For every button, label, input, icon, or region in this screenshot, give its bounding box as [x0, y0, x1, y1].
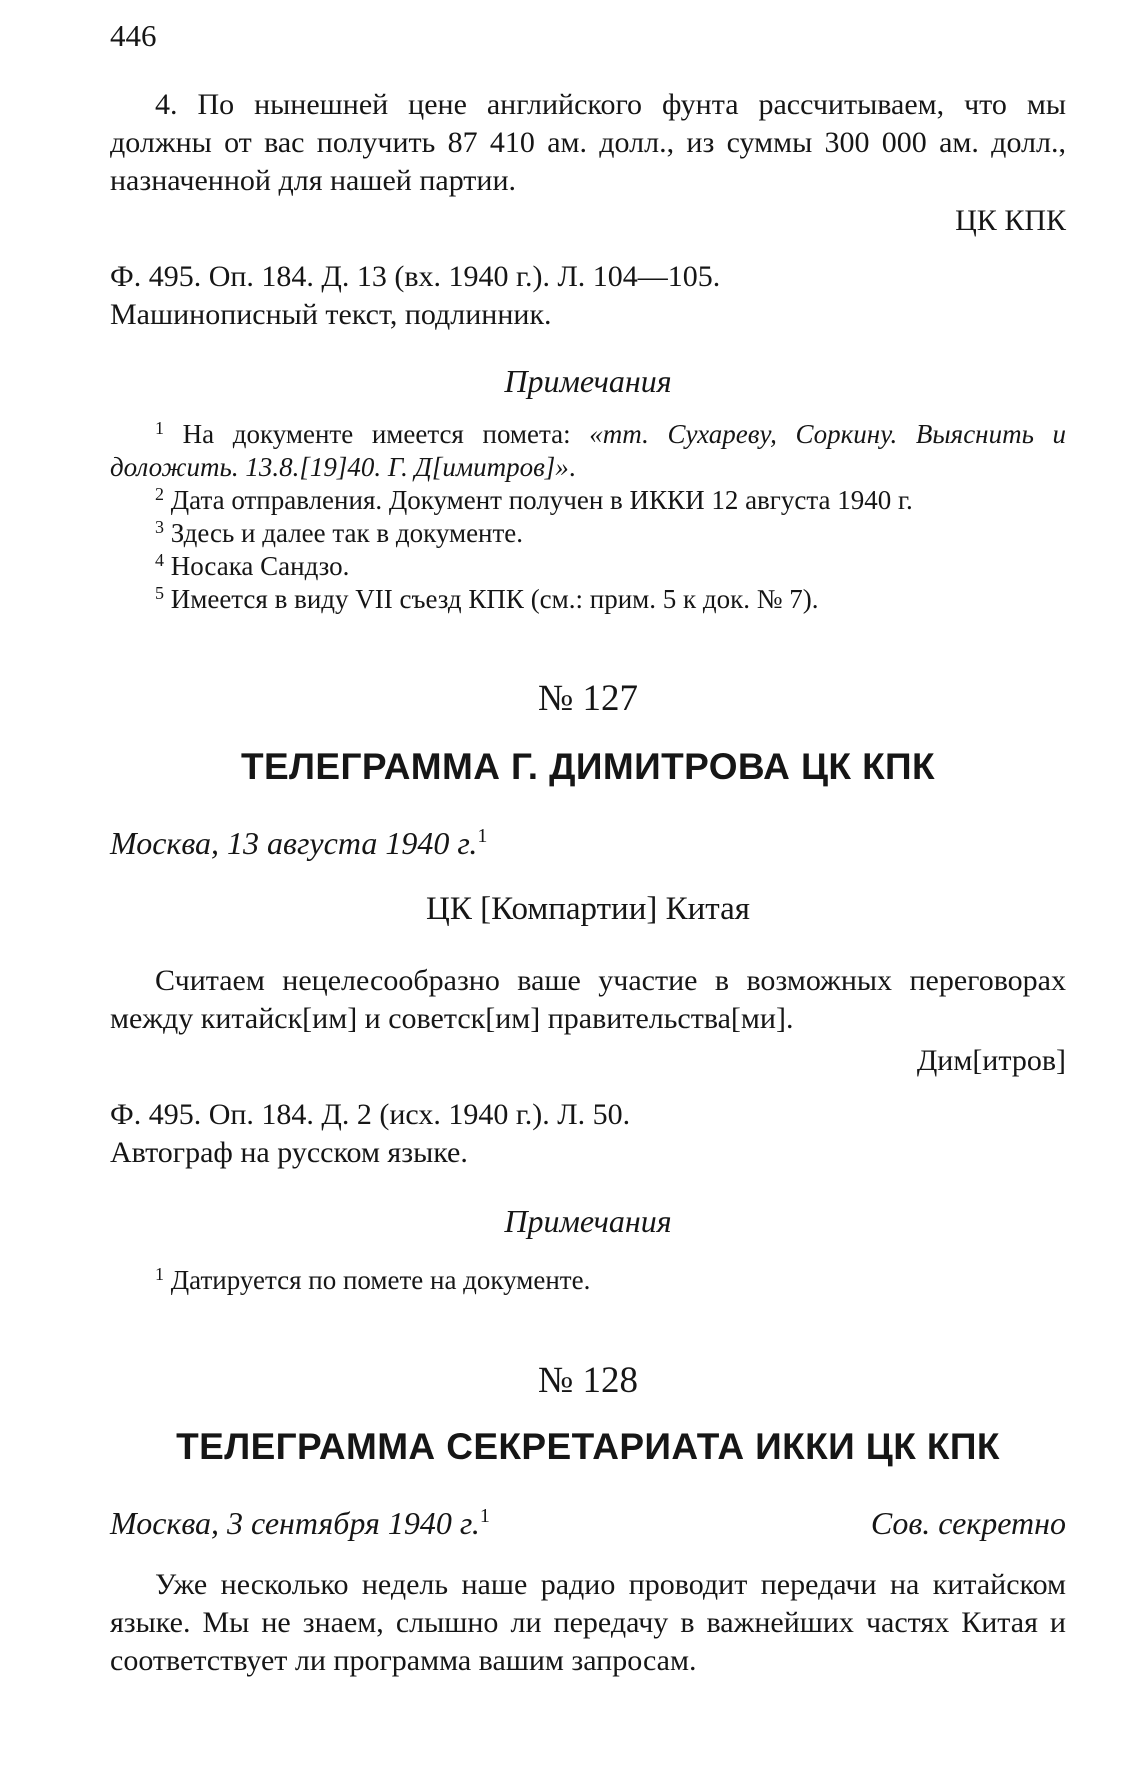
note-127-1: [110, 1264, 1066, 1297]
dateline-127: [110, 824, 1066, 862]
notes-heading: Примечания: [504, 363, 672, 399]
note-text: Здесь и далее так в документе.: [170, 518, 524, 548]
note-number: 1: [155, 418, 164, 438]
classification-mark: Сов. секретно: [870, 1505, 1066, 1541]
note-5: [110, 583, 1066, 616]
signature-dimitrov: Дим[итров]: [916, 1044, 1066, 1077]
note-text: Имеется в виду VII съезд КПК (см.: прим. 5 к док. № 7).: [170, 584, 819, 614]
note-text: Датируется по помете на документе.: [170, 1265, 591, 1295]
dateline-128: [110, 1504, 1066, 1542]
addressee-127: ЦК [Компартии] Китая: [426, 891, 750, 927]
document-title-128: ТЕЛЕГРАММА СЕКРЕТАРИАТА ИККИ ЦК КПК: [176, 1426, 1000, 1467]
note-number: 1: [155, 1264, 164, 1284]
note-2: [110, 484, 1066, 517]
note-text: Носака Сандзо.: [170, 551, 350, 581]
notes-heading-127: Примечания: [504, 1203, 672, 1239]
paragraph-4: 4. По нынешней цене английского фунта рассчитываем, что мы должны от вас получить 87 410 ам. долл., из суммы 300 000 ам. долл., назначенной для нашей партии.: [110, 88, 1066, 197]
note-number: 3: [155, 517, 164, 537]
dateline-text: Москва, 3 сентября 1940 г.: [110, 1505, 480, 1541]
dateline-text: Москва, 13 августа 1940 г.: [110, 825, 478, 861]
note-4: [110, 550, 1066, 583]
body-128: Уже несколько недель наше радио проводит передачи на китайском языке. Мы не знаем, слышно ли передачу в важнейших частях Китая и соответствует ли программа вашим запросам.: [110, 1568, 1066, 1677]
archive-type-127: Автограф на русском языке.: [110, 1136, 468, 1169]
note-number: 5: [155, 583, 164, 603]
note-text: На документе имеется помета:: [182, 419, 590, 449]
document-number-128: № 128: [537, 1360, 639, 1401]
document-number-127: № 127: [537, 678, 639, 719]
note-text: Дата отправления. Документ получен в ИККИ 12 августа 1940 г.: [170, 485, 913, 515]
note-end: .: [568, 452, 576, 482]
note-1: [110, 418, 1066, 484]
dateline-left: [110, 1504, 490, 1542]
dateline-note-ref: 1: [477, 825, 488, 847]
document-title-127: ТЕЛЕГРАММА Г. ДИМИТРОВА ЦК КПК: [240, 746, 936, 787]
archive-reference: Ф. 495. Оп. 184. Д. 13 (вх. 1940 г.). Л. 104—105.: [110, 260, 721, 293]
archive-reference-127: Ф. 495. Оп. 184. Д. 2 (исх. 1940 г.). Л. 50.: [110, 1098, 631, 1131]
note-italic-text: «тт. Сухареву, Соркину. Выяснить и доложить. 13.8.[19]40. Г. Д[имитров]»: [110, 419, 1066, 482]
page-number: 446: [110, 18, 157, 53]
note-number: 2: [155, 484, 164, 504]
dateline-note-ref: 1: [479, 1505, 490, 1527]
signature-ck-kpk: ЦК КПК: [955, 204, 1066, 237]
body-127: Считаем нецелесообразно ваше участие в возможных переговорах между китайск[им] и советск[им] правительства[ми].: [110, 964, 1066, 1035]
archive-type: Машинописный текст, подлинник.: [110, 298, 552, 331]
note-number: 4: [155, 550, 164, 570]
note-3: [110, 517, 1066, 550]
